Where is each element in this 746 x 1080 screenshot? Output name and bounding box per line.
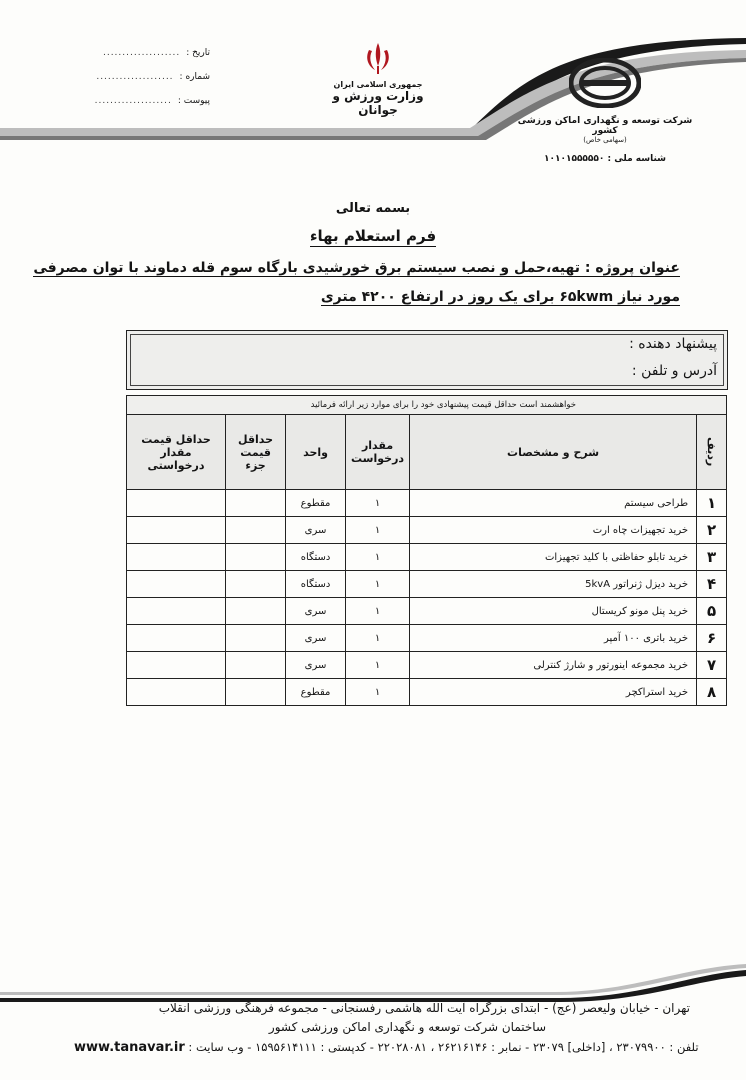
row-unit-price-cell[interactable] (226, 571, 286, 598)
footer-address-line2: ساختمان شرکت توسعه و نگهداری اماکن ورزشی کشور (268, 1020, 546, 1034)
header-unit-price: حداقل قیمت جزء (226, 415, 286, 490)
attachment-field (70, 96, 210, 106)
table-row (127, 490, 727, 517)
project-title-line1 (33, 260, 680, 276)
national-id: شناسه ملی : ۱۰۱۰۱۵۵۵۵۵۰ (543, 154, 666, 164)
project-title-line1-text: عنوان پروژه : تهیه،حمل و نصب سیستم برق خورشیدی بارگاه سوم قله دماوند با توان مصرفی (33, 260, 680, 276)
form-title (0, 227, 746, 245)
row-quantity: ۱ (346, 652, 410, 679)
row-quantity: ۱ (346, 517, 410, 544)
number-field (70, 72, 210, 82)
row-quantity: ۱ (346, 544, 410, 571)
company-block (510, 58, 700, 164)
row-quantity: ۱ (346, 571, 410, 598)
row-unit: سری (286, 652, 346, 679)
row-total-price-cell[interactable] (127, 517, 226, 544)
footer-band (0, 962, 746, 1002)
row-quantity: ۱ (346, 598, 410, 625)
row-number: ۸ (697, 679, 727, 706)
row-description: خرید دیزل ژنراتور 5kvA (410, 571, 697, 598)
row-unit: مقطوع (286, 490, 346, 517)
date-field (70, 48, 210, 58)
row-unit: مقطوع (286, 679, 346, 706)
table-row (127, 652, 727, 679)
footer-contact-line (74, 1040, 699, 1055)
row-unit: سری (286, 517, 346, 544)
row-description: خرید مجموعه اینورتور و شارژ کنترلی (410, 652, 697, 679)
instruction-text: خواهشمند است حداقل قیمت پیشنهادی خود را برای موارد زیر ارائه فرمائید (127, 396, 727, 415)
iran-emblem-icon (361, 40, 395, 76)
date-label: تاریخ : (186, 48, 210, 58)
row-description: خرید پنل مونو کریستال (410, 598, 697, 625)
row-unit-price-cell[interactable] (226, 490, 286, 517)
row-total-price-cell[interactable] (127, 571, 226, 598)
row-total-price-cell[interactable] (127, 490, 226, 517)
instruction-row (127, 396, 727, 415)
row-unit-price-cell[interactable] (226, 679, 286, 706)
address-phone-label: آدرس و تلفن : (631, 363, 717, 379)
header-unit: واحد (286, 415, 346, 490)
row-number: ۶ (697, 625, 727, 652)
row-unit: دستگاه (286, 544, 346, 571)
row-quantity: ۱ (346, 625, 410, 652)
table-row (127, 679, 727, 706)
header-total-price: حداقل قیمت مقدار درخواستی (127, 415, 226, 490)
project-title-line2-text: مورد نیاز ۶۵kwm برای یک روز در ارتفاع ۴۲۰۰ متری (320, 289, 680, 305)
table-row (127, 571, 727, 598)
table-row (127, 625, 727, 652)
company-type: (سهامی خاص) (583, 136, 627, 144)
project-title-line2 (321, 289, 680, 305)
row-description: خرید باتری ۱۰۰ آمپر (410, 625, 697, 652)
row-number: ۲ (697, 517, 727, 544)
row-description: خرید تجهیزات چاه ارت (410, 517, 697, 544)
attachment-dots: .................... (94, 96, 172, 106)
ministry-block (318, 40, 438, 117)
header-quantity: مقدار درخواست (346, 415, 410, 490)
row-number: ۷ (697, 652, 727, 679)
row-total-price-cell[interactable] (127, 544, 226, 571)
row-description: خرید تابلو حفاظتی با کلید تجهیزات (410, 544, 697, 571)
proposer-box (126, 330, 728, 390)
row-unit-price-cell[interactable] (226, 517, 286, 544)
row-unit-price-cell[interactable] (226, 544, 286, 571)
row-total-price-cell[interactable] (127, 625, 226, 652)
row-unit-price-cell[interactable] (226, 652, 286, 679)
row-description: خرید استراکچر (410, 679, 697, 706)
row-unit: سری (286, 625, 346, 652)
row-number: ۳ (697, 544, 727, 571)
date-dots: .................... (102, 48, 181, 58)
proposer-label: پیشنهاد دهنده : (629, 336, 717, 352)
row-unit-price-cell[interactable] (226, 598, 286, 625)
website-link[interactable]: www.tanavar.ir (74, 1040, 185, 1055)
table-row (127, 517, 727, 544)
attachment-label: پیوست : (177, 96, 210, 106)
table-header-row (127, 415, 727, 490)
table-row (127, 598, 727, 625)
row-unit: سری (286, 598, 346, 625)
row-total-price-cell[interactable] (127, 679, 226, 706)
row-number: ۵ (697, 598, 727, 625)
row-number: ۴ (697, 571, 727, 598)
company-logo-icon (569, 58, 641, 108)
header-description: شرح و مشخصات (410, 415, 697, 490)
number-dots: .................... (96, 72, 174, 82)
bismillah-heading: بسمه تعالی (335, 201, 411, 216)
ministry-name: وزارت ورزش و جوانان (332, 89, 424, 117)
header-row-number: ردیف (697, 415, 727, 490)
footer-address-line1: تهران - خیابان ولیعصر (عج) - ابتدای بزرگراه آیت الله هاشمی رفسنجانی - مجموعه فرهنگی ورزشی انقلاب (158, 1001, 690, 1015)
row-description: طراحی سیستم (410, 490, 697, 517)
republic-label: جمهوری اسلامی ایران (333, 80, 423, 89)
footer-contact-text: تلفن : ۲۳۰۷۹۹۰۰ ، [داخلی] ۲۳۰۷۹ - نمابر : ۲۶۲۱۶۱۴۶ ، ۲۲۰۲۸۰۸۱ - کدپستی : ۱۵۹۵۶۱۴۱۱۱ - وب سایت : (188, 1040, 699, 1054)
row-quantity: ۱ (346, 679, 410, 706)
row-total-price-cell[interactable] (127, 652, 226, 679)
row-total-price-cell[interactable] (127, 598, 226, 625)
row-unit: دستگاه (286, 571, 346, 598)
row-quantity: ۱ (346, 490, 410, 517)
number-label: شماره : (179, 72, 210, 82)
row-number: ۱ (697, 490, 727, 517)
form-title-text: فرم استعلام بهاء (309, 227, 437, 245)
company-name: شرکت توسعه و نگهداری اماکن ورزشی کشور (517, 116, 693, 136)
quote-table (126, 395, 727, 706)
row-unit-price-cell[interactable] (226, 625, 286, 652)
table-row (127, 544, 727, 571)
